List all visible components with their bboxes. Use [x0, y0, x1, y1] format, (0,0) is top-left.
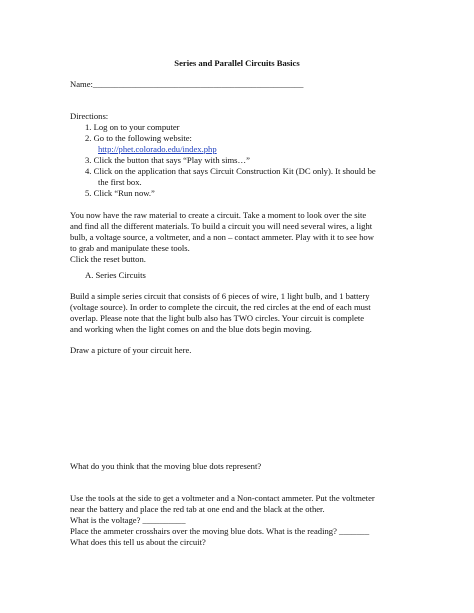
build-paragraph-line: overlap. Please note that the light bulb also has TWO circles. Your circuit is complete: [70, 313, 365, 323]
direction-step-continuation: the first box.: [98, 177, 142, 187]
directions-heading: Directions:: [70, 111, 109, 121]
tools-paragraph-line: near the battery and place the red tab at one end and the black at the other.: [70, 504, 325, 514]
direction-step: 1. Log on to your computer: [85, 122, 180, 132]
question-circuit-meaning: What does this tell us about the circuit?: [70, 537, 206, 547]
intro-paragraph-line: and find all the different materials. To build a circuit you will need several wires, a light: [70, 221, 373, 231]
build-paragraph-line: Build a simple series circuit that consists of 6 pieces of wire, 1 light bulb, and 1 battery: [70, 291, 370, 301]
intro-paragraph-line: Click the reset button.: [70, 254, 146, 264]
name-field-label: Name:_________________________________________________: [70, 79, 304, 89]
build-paragraph-line: (voltage source). In order to complete the circuit, the red circles at the end of each must: [70, 302, 371, 312]
build-paragraph-line: and working when the light comes on and the blue dots begin moving.: [70, 324, 312, 334]
tools-paragraph-line: Use the tools at the side to get a voltmeter and a Non-contact ammeter. Put the voltmeter: [70, 493, 375, 503]
intro-paragraph-line: You now have the raw material to create a circuit. Take a moment to look over the site: [70, 210, 367, 220]
direction-step: 2. Go to the following website:: [85, 133, 192, 143]
intro-paragraph-line: to grab and manipulate these tools.: [70, 243, 190, 253]
question-ammeter-reading: Place the ammeter crosshairs over the moving blue dots. What is the reading? _______: [70, 526, 370, 536]
direction-step: 3. Click the button that says “Play with sims…”: [85, 155, 250, 165]
question-blue-dots: What do you think that the moving blue dots represent?: [70, 461, 262, 471]
question-voltage: What is the voltage? __________: [70, 515, 186, 525]
phet-website-link[interactable]: http://phet.colorado.edu/index.php: [98, 144, 217, 154]
direction-step: 4. Click on the application that says Circuit Construction Kit (DC only). It should be: [85, 166, 376, 176]
direction-step: 5. Click “Run now.”: [85, 188, 155, 198]
page-title: Series and Parallel Circuits Basics: [174, 58, 300, 68]
section-heading-series: A. Series Circuits: [85, 270, 146, 280]
draw-instruction: Draw a picture of your circuit here.: [70, 345, 192, 355]
intro-paragraph-line: bulb, a voltage source, a voltmeter, and a non – contact ammeter. Play with it to see how: [70, 232, 374, 242]
